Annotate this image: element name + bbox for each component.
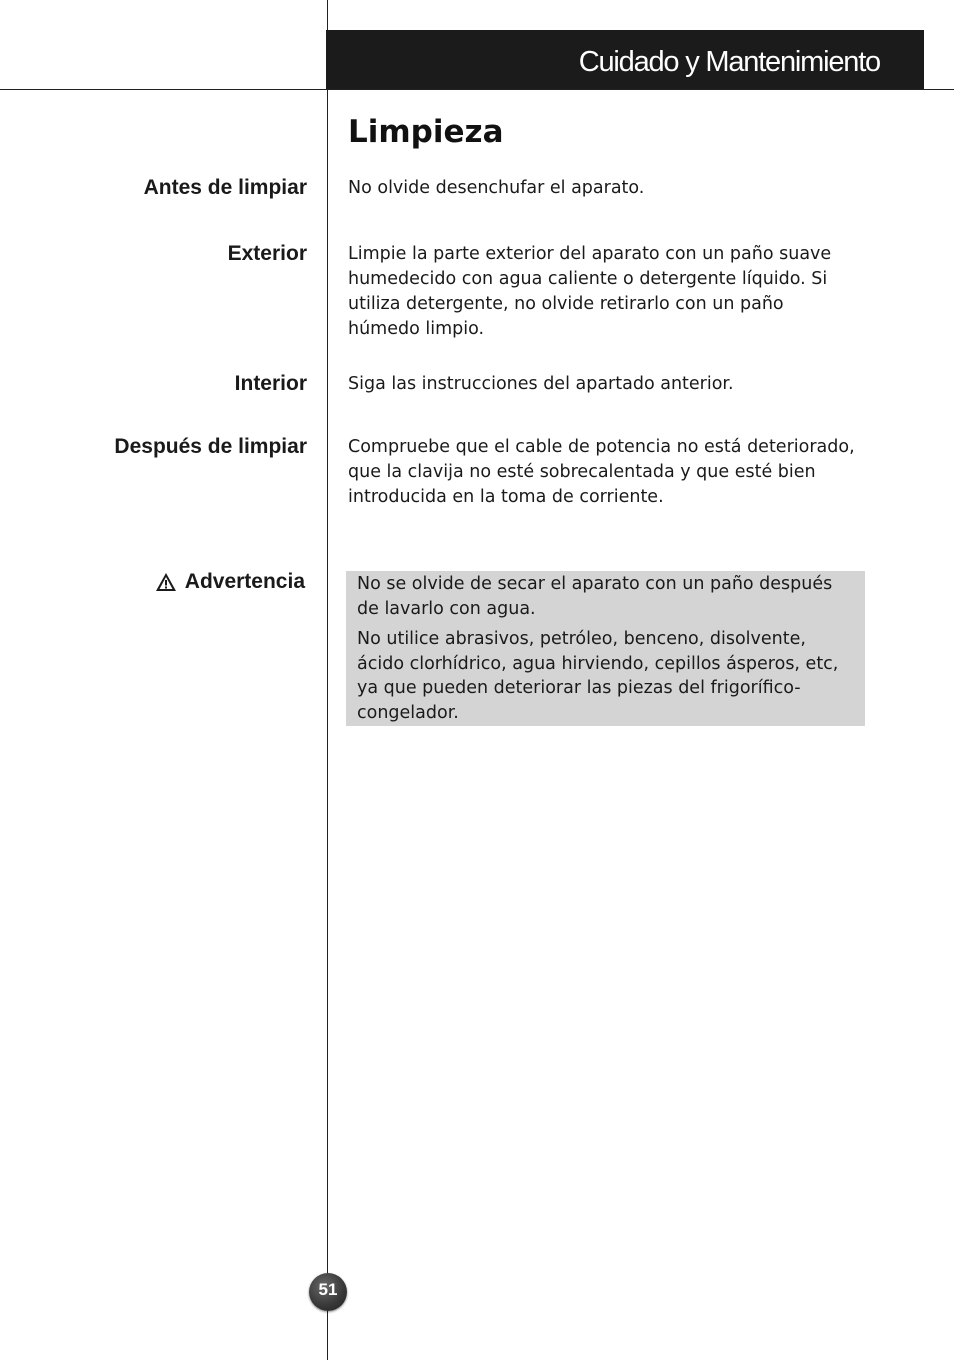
label-antes-de-limpiar: Antes de limpiar	[143, 176, 307, 199]
text-exterior: Limpie la parte exterior del aparato con un paño suave humedecido con agua caliente o detergente líquido. Si utiliza detergente, no olvide retirarlo con un paño húmedo limpio.	[348, 244, 832, 339]
text-interior: Siga las instrucciones del apartado anterior.	[348, 374, 734, 394]
warning-label-text: Advertencia	[184, 570, 305, 593]
section-header-bar	[326, 30, 924, 89]
warning-label	[155, 570, 305, 594]
header-rule	[0, 89, 954, 90]
page-title: Limpieza	[348, 114, 504, 150]
page-number-badge: 51	[309, 1273, 347, 1311]
vertical-divider	[327, 0, 328, 1360]
label-despues-de-limpiar: Después de limpiar	[114, 435, 307, 458]
warning-box	[346, 571, 865, 726]
label-interior: Interior	[234, 372, 307, 395]
text-antes-de-limpiar: No olvide desenchufar el aparato.	[348, 178, 645, 198]
warning-paragraph: No se olvide de secar el aparato con un paño después de lavarlo con agua.	[357, 574, 833, 619]
label-exterior: Exterior	[227, 242, 307, 265]
warning-paragraph: No utilice abrasivos, petróleo, benceno, disolvente, ácido clorhídrico, agua hirviendo, cepillos ásperos, etc, ya que pueden deteriorar las piezas del frigorífico-congelador.	[357, 629, 839, 723]
text-despues-de-limpiar: Compruebe que el cable de potencia no está deteriorado, que la clavija no esté sobrecalentada y que esté bien introducida en la toma de corriente.	[348, 437, 855, 507]
warning-triangle-icon	[155, 572, 177, 592]
section-header-title: Cuidado y Mantenimiento	[578, 46, 880, 78]
